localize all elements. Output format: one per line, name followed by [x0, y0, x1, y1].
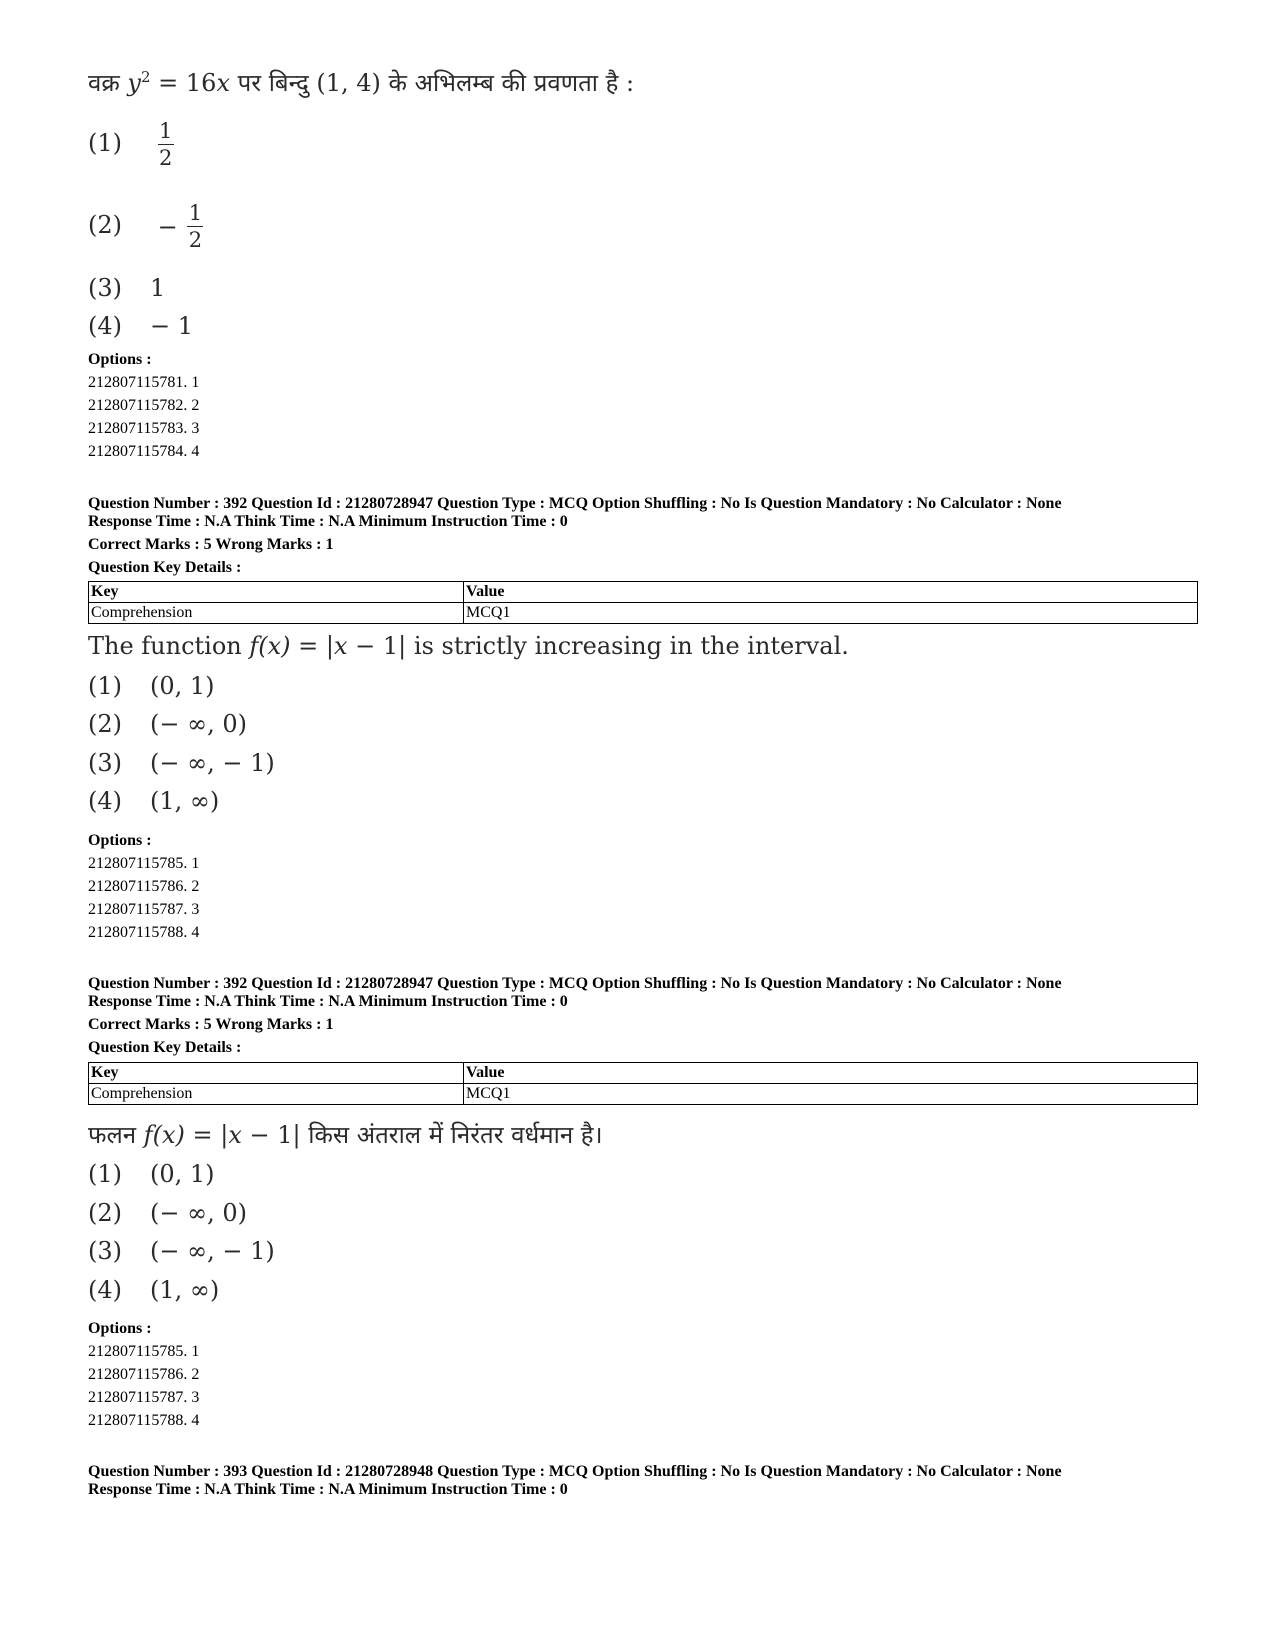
- option-value: (0, 1): [150, 1160, 215, 1188]
- option-value: (− ∞, 0): [150, 1199, 247, 1227]
- question-meta-line-1: Question Number : 393 Question Id : 21280728948 Question Type : MCQ Option Shuffling : No Is Question Mandatory : No Calculator : None: [88, 1463, 1062, 1480]
- stem-text-pre: The function: [88, 632, 250, 660]
- option-value: (− ∞, − 1): [150, 749, 275, 777]
- stem-function: f(x): [143, 1121, 185, 1149]
- option-number: (4): [88, 1276, 122, 1304]
- option-number: (3): [88, 1237, 122, 1265]
- table-header-value: Value: [464, 1063, 1198, 1084]
- question-392-hindi-image: [88, 1118, 603, 1310]
- marks-line: Correct Marks : 5 Wrong Marks : 1: [88, 536, 334, 553]
- question-stem: [88, 632, 849, 660]
- image-option-4: [88, 312, 193, 340]
- table-header-row: [89, 582, 1198, 603]
- option-value: (1, ∞): [150, 1276, 220, 1304]
- image-option-1: [88, 120, 174, 169]
- question-key-table: [88, 581, 1198, 624]
- stem-exponent: 2: [140, 68, 151, 86]
- option-id-line: 212807115788. 4: [88, 1412, 200, 1429]
- stem-text-post: − 1| is strictly increasing in the interval.: [347, 632, 849, 660]
- option-value: (− ∞, 0): [150, 710, 247, 738]
- image-option-4: [88, 1276, 219, 1304]
- option-number: (1): [88, 129, 122, 158]
- options-label: Options :: [88, 351, 152, 368]
- option-id-line: 212807115781. 1: [88, 374, 200, 391]
- table-cell-key: Comprehension: [89, 603, 464, 624]
- fraction-bar: [187, 226, 203, 227]
- stem-equals: = |: [184, 1121, 229, 1149]
- stem-var-y: y: [127, 69, 141, 97]
- option-number: (4): [88, 787, 122, 815]
- stem-function: f(x): [249, 632, 291, 660]
- table-header-key: Key: [89, 1063, 464, 1084]
- option-number: (3): [88, 749, 122, 777]
- option-number: (1): [88, 672, 122, 700]
- key-details-label: Question Key Details :: [88, 559, 242, 576]
- option-id-line: 212807115785. 1: [88, 1343, 200, 1360]
- stem-var-x: x: [216, 69, 230, 97]
- table-header-key: Key: [89, 582, 464, 603]
- question-key-table: [88, 1062, 1198, 1105]
- table-header-row: [89, 1063, 1198, 1084]
- fraction: [187, 202, 203, 251]
- table-cell-key: Comprehension: [89, 1084, 464, 1105]
- table-cell-value: MCQ1: [464, 1084, 1198, 1105]
- question-392-english-image: [88, 632, 849, 822]
- marks-line: Correct Marks : 5 Wrong Marks : 1: [88, 1016, 334, 1033]
- table-row: [89, 1084, 1198, 1105]
- image-option-4: [88, 787, 219, 815]
- question-meta-line-2: Response Time : N.A Think Time : N.A Minimum Instruction Time : 0: [88, 513, 568, 530]
- table-header-value: Value: [464, 582, 1198, 603]
- options-label: Options :: [88, 1320, 152, 1337]
- question-stem: [88, 66, 634, 99]
- stem-var-x: x: [334, 632, 348, 660]
- question-meta-line-1: Question Number : 392 Question Id : 21280728947 Question Type : MCQ Option Shuffling : No Is Question Mandatory : No Calculator : None: [88, 975, 1062, 992]
- question-stem: [88, 1118, 603, 1151]
- minus-sign: −: [157, 212, 178, 241]
- option-id-line: 212807115783. 3: [88, 420, 200, 437]
- image-option-2: [88, 1199, 247, 1227]
- question-meta-line-2: Response Time : N.A Think Time : N.A Minimum Instruction Time : 0: [88, 1481, 568, 1498]
- option-id-line: 212807115787. 3: [88, 1389, 200, 1406]
- stem-equation: = 16: [150, 69, 217, 97]
- option-number: (3): [88, 274, 122, 302]
- stem-equals: = |: [290, 632, 334, 660]
- option-number: (2): [88, 1199, 122, 1227]
- option-value: (− ∞, − 1): [150, 1237, 275, 1265]
- image-option-1: [88, 1160, 215, 1188]
- key-details-label: Question Key Details :: [88, 1039, 242, 1056]
- fraction-denominator: 2: [158, 146, 173, 171]
- option-number: (2): [88, 710, 122, 738]
- fraction-numerator: 1: [188, 201, 203, 225]
- image-option-1: [88, 672, 215, 700]
- option-number: (1): [88, 1160, 122, 1188]
- option-number: (4): [88, 312, 122, 340]
- options-label: Options :: [88, 832, 152, 849]
- question-meta-line-2: Response Time : N.A Think Time : N.A Minimum Instruction Time : 0: [88, 993, 568, 1010]
- stem-text-post: − 1| किस अंतराल में निरंतर वर्धमान है।: [241, 1121, 603, 1149]
- option-value: (1, ∞): [150, 787, 220, 815]
- option-id-line: 212807115782. 2: [88, 397, 200, 414]
- stem-text-post: पर बिन्दु (1, 4) के अभिलम्ब की प्रवणता है :: [229, 69, 635, 97]
- stem-var-x: x: [228, 1121, 242, 1149]
- image-option-3: [88, 274, 165, 302]
- table-cell-value: MCQ1: [464, 603, 1198, 624]
- stem-text-pre: वक्र: [88, 69, 120, 97]
- option-id-line: 212807115786. 2: [88, 878, 200, 895]
- option-id-line: 212807115786. 2: [88, 1366, 200, 1383]
- option-number: (2): [88, 211, 122, 240]
- option-value: (0, 1): [150, 672, 215, 700]
- image-option-3: [88, 749, 275, 777]
- image-option-2: [88, 710, 247, 738]
- option-id-line: 212807115785. 1: [88, 855, 200, 872]
- stem-text-pre: फलन: [88, 1121, 144, 1149]
- question-meta-line-1: Question Number : 392 Question Id : 21280728947 Question Type : MCQ Option Shuffling : No Is Question Mandatory : No Calculator : None: [88, 495, 1062, 512]
- fraction-denominator: 2: [188, 228, 203, 253]
- image-option-3: [88, 1237, 275, 1265]
- option-id-line: 212807115787. 3: [88, 901, 200, 918]
- table-row: [89, 603, 1198, 624]
- fraction-bar: [158, 144, 174, 145]
- option-value: 1: [150, 274, 166, 302]
- question-391-hindi-image: [88, 66, 634, 356]
- option-id-line: 212807115784. 4: [88, 443, 200, 460]
- fraction-numerator: 1: [158, 119, 173, 143]
- option-value: − 1: [150, 312, 194, 340]
- image-option-2: [88, 202, 203, 251]
- option-id-line: 212807115788. 4: [88, 924, 200, 941]
- fraction: [158, 120, 174, 169]
